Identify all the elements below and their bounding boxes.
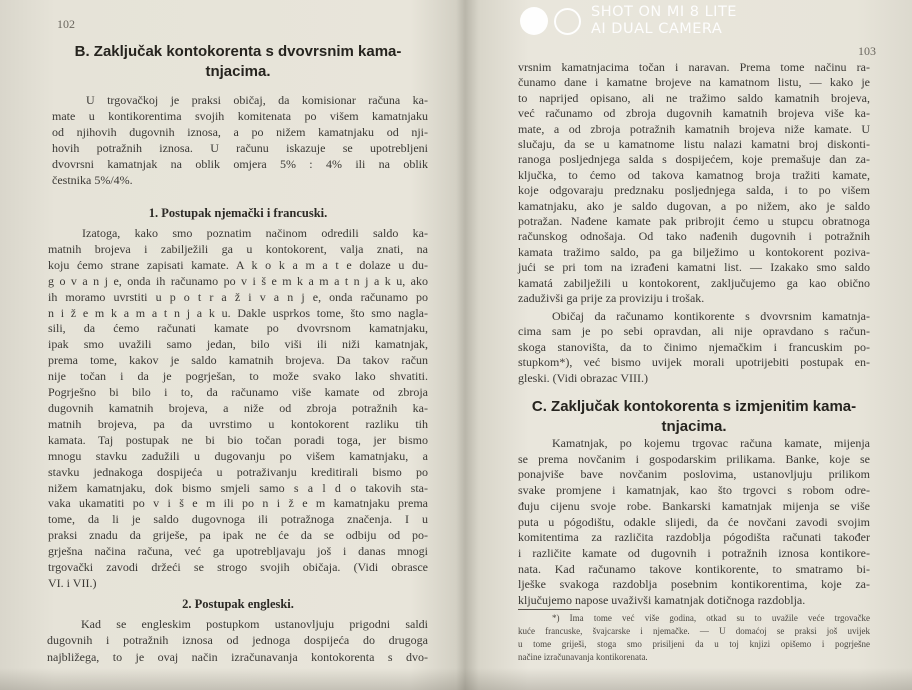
text-line: kamata tražimo saldo, pa ga bilježimo u kontokorent poziva-: [518, 244, 870, 259]
text-line: se prema novčanim i gospodarskim prilikama. Banke, koje se: [518, 451, 870, 466]
text-line: Kamatnjak, po kojemu trgovac računa kamate, mijenja: [552, 436, 870, 450]
text-line: načine izračunavanja kontikorenata.: [518, 652, 648, 662]
text-line: stavku jednakoga dospijeća u potraživanju kreditirali bismo po: [48, 464, 428, 479]
text-line: nata. Kad računamo takove kontikorente, to smatramo bi-: [518, 561, 870, 576]
text-line: mate u kontikorentima svojih komitenata po višem kamatnjaku: [52, 109, 428, 123]
continued-paragraph: [518, 60, 870, 307]
footnote-rule: [518, 609, 580, 610]
watermark-dot-icon: [520, 7, 548, 35]
section-1-heading: 1. Postupak njemački i francuski.: [148, 206, 328, 220]
text-line: vaka ukamatiti po v i š e m ili po n i ž e m kamatnjaku prema: [48, 496, 428, 511]
text-line: VI. i VII.): [48, 575, 97, 590]
page-number-left: 102: [57, 17, 75, 31]
text-line: ponajviše bave novčanim poslovima, ustanovljuju prilikom: [518, 467, 870, 482]
text-line: najbližega, to je ovaj način izračunavanja kontokorenta s dvo-: [47, 649, 428, 664]
text-line: stupkom*), već bismo uvijek morali upotrijebiti postupak en-: [518, 355, 870, 370]
text-line: kamata. Taj postupak ne bi bio točan poradi toga, jer bismo: [48, 432, 428, 447]
text-line: matnih brojeva i zabilježili ga u kontokorent, valja znati, na: [48, 241, 428, 256]
text-line: i različite kamate od dugovnih i potražnih iznosa kontikore-: [518, 545, 870, 560]
text-line: kuće francuske, švajcarske i njemačke. — U domaćoj se praksi još uvijek: [518, 626, 870, 636]
camera-watermark: [520, 4, 737, 38]
section-b-title: [48, 42, 428, 82]
text-line: grješna načina računa, već ga upotrebljavaju još i danas mnogi: [48, 544, 428, 559]
watermark-line: SHOT ON MI 8 LITE: [591, 4, 737, 20]
text-line: kamatá zabilježili u kontokorent, zaključujemo ga kao obično: [518, 275, 870, 290]
text-line: kamatnjaku, ako je saldo dugovan, a po nižem, ako je saldo: [518, 198, 870, 213]
text-line: zaduživši ga prije za proviziju i trošak.: [518, 291, 705, 306]
text-line: trgovački zavodi držeći se strogo svojih običaja. (Vidi obrasce: [48, 560, 428, 575]
text-line: ključka, to ćemo od takova kamatnog broja tražiti kamate,: [518, 167, 870, 182]
text-line: matnih brojeva, pa da uvrstimo u kontokorent razliku tih: [48, 416, 428, 431]
text-line: mnogu stavku zadužili u dugovanju po višem kamatnjaku, a: [48, 448, 428, 463]
text-line: tome, da li je saldo dugovnoga ili potražnoga značenja. I u: [48, 512, 428, 527]
text-line: od njihovih dugovnih iznosa, a po nižem kamatnjaku od nji-: [52, 125, 428, 139]
text-line: lješke svakoga razdoblja posebnim kontikorentima, koje za-: [518, 577, 870, 592]
text-line: to naprijed opisano, ali ne tražimo saldo kamatnih brojeva,: [518, 90, 870, 105]
text-line: Izatoga, kako smo poznatim načinom odredili saldo ka-: [82, 226, 428, 240]
text-line: jući se pri tom na izrađeni kamatni list. — Izakako smo saldo: [518, 260, 870, 275]
text-line: Kad se engleskim postupkom ustanovljuju prigodni saldi: [81, 617, 428, 631]
text-line: hovih potražnih iznosa. U računu iskazuje se upotrebljeni: [52, 141, 428, 155]
text-line: nižem kamatnjaku, dok bismo smjeli samo s a l d o takovih sta-: [48, 480, 428, 495]
text-line: u tome griješi, stoga smo prisiljeni da u toj knjizi opišemo i pogrješne: [518, 639, 870, 649]
text-line: ipak smo uvažili samo jedan, bilo viši ili niži kamatnjak,: [48, 337, 428, 352]
custom-paragraph: [518, 309, 870, 386]
interest-rate-paragraph: [518, 436, 870, 609]
text-line: dugovnih kamatnih brojeva, a niže od zbroja potražnih ka-: [48, 400, 428, 415]
watermark-ring-icon: [554, 8, 581, 35]
watermark-line: AI DUAL CAMERA: [591, 21, 723, 37]
text-line: gleski. (Vidi obrazac VIII.): [518, 370, 649, 385]
text-line: *) Ima tome već više godina, otkad su to uvažile veće trgovačke: [552, 613, 870, 623]
text-line: puta u pógodištu, odakle slijedi, da će novčani zavodi svojim: [518, 514, 870, 529]
footnote: [518, 612, 870, 664]
text-line: mate, a od zbroja potražnih kamatnih brojeva niže kamate. U: [518, 121, 870, 136]
text-line: đuju cijenu svoje robe. Bankarski kamatnjak mijenja se više: [518, 498, 870, 513]
text-line: nije točan i da je pogrješan, to može svako lako shvatiti.: [48, 369, 428, 384]
text-line: računskog odnošaja. Od tako nađenih dugovnih i potražnih: [518, 229, 870, 244]
text-line: vrsnim kamatnjacima točan i naravan. Prema tome načinu ra-: [518, 60, 870, 74]
section-2-heading: 2. Postupak engleski.: [182, 597, 294, 611]
section-c-title: [518, 397, 870, 437]
title-line: B. Zaključak kontokorenta s dvovrsnim kama-: [74, 43, 402, 60]
bottom-shadow: [0, 668, 912, 690]
page-number-right: 103: [858, 44, 876, 58]
title-line: tnjacima.: [661, 418, 727, 435]
text-line: koju ćemo strane zapisati kamate. A k o k a m a t e dolaze u du-: [48, 257, 428, 272]
text-line: Običaj da računamo kontikorente s dvovrsnim kamatnja-: [552, 309, 870, 323]
text-line: U trgovačkoj je praksi običaj, da komisionar računa ka-: [86, 93, 428, 107]
text-line: prema tome, kakov je saldo kamatnih brojeva. Da takov račun: [48, 353, 428, 368]
text-line: praksi znadu da griješe, pa ipak ne će da se odbiju od po-: [48, 528, 428, 543]
text-line: čestnika 5%/4%.: [52, 173, 133, 187]
intro-paragraph: [52, 92, 428, 188]
text-line: koje odgovaraju predznaku posljednjega salda, i to po višem: [518, 183, 870, 198]
text-line: slučaju, da se u kamatnome listu nalazi kamatni broj diskonti-: [518, 137, 870, 152]
title-line: tnjacima.: [205, 63, 271, 80]
text-line: već računamo od zbroja dugovnih kamatnih brojeva više ka-: [518, 106, 870, 121]
text-line: ključujemo napose uvaživši kamatnjak dotičnoga razdoblja.: [518, 593, 806, 608]
text-line: Pogrješno bi bilo i to, da računamo više kamate od zbroja: [48, 385, 428, 400]
text-line: cima sam je po sebi opravdan, ali nije opravdano s račun-: [518, 324, 870, 339]
text-line: svake promjene i kamatnjak, kao što trgovci s robom odre-: [518, 483, 870, 498]
text-line: dvovrsni kamatnjak na oblik omjera 5% : 4% ili na oblik: [52, 157, 428, 171]
section-1-paragraph: [48, 226, 428, 592]
text-line: dugovnih i potražnih iznosa od jednoga dospijeća do drugoga: [47, 633, 428, 648]
text-line: sili, da ćemo računati kamate po dvovrsnom kamatnjaku,: [48, 321, 428, 336]
title-line: C. Zaključak kontokorenta s izmjenitim kama-: [531, 398, 857, 415]
text-line: ranoga posljednjega salda s dospijećem, koje premašuje dan za-: [518, 152, 870, 167]
text-line: n i ž e m k a m a t n j a k u. Dakle usprkos tome, što smo nagla-: [48, 305, 428, 320]
text-line: g o v a n j e, onda ih računamo po v i š e m k a m a t n j a k u, ako: [48, 273, 428, 288]
text-line: potražan. Nađene kamate pak pribrojit ćemo u stupcu obratnoga: [518, 214, 870, 229]
text-line: skoga stanovišta, da to činimo njemačkim i francuskim po-: [518, 339, 870, 354]
text-line: čunamo dane i kamatne brojeve na kamatnom listu, — kako je: [518, 75, 870, 90]
section-2-paragraph: [47, 616, 428, 665]
text-line: ih moramo uvrstiti u p o t r a ž i v a n j e, onda računamo po: [48, 289, 428, 304]
text-line: komitentima za različita razdoblja pógodišta računati također: [518, 530, 870, 545]
